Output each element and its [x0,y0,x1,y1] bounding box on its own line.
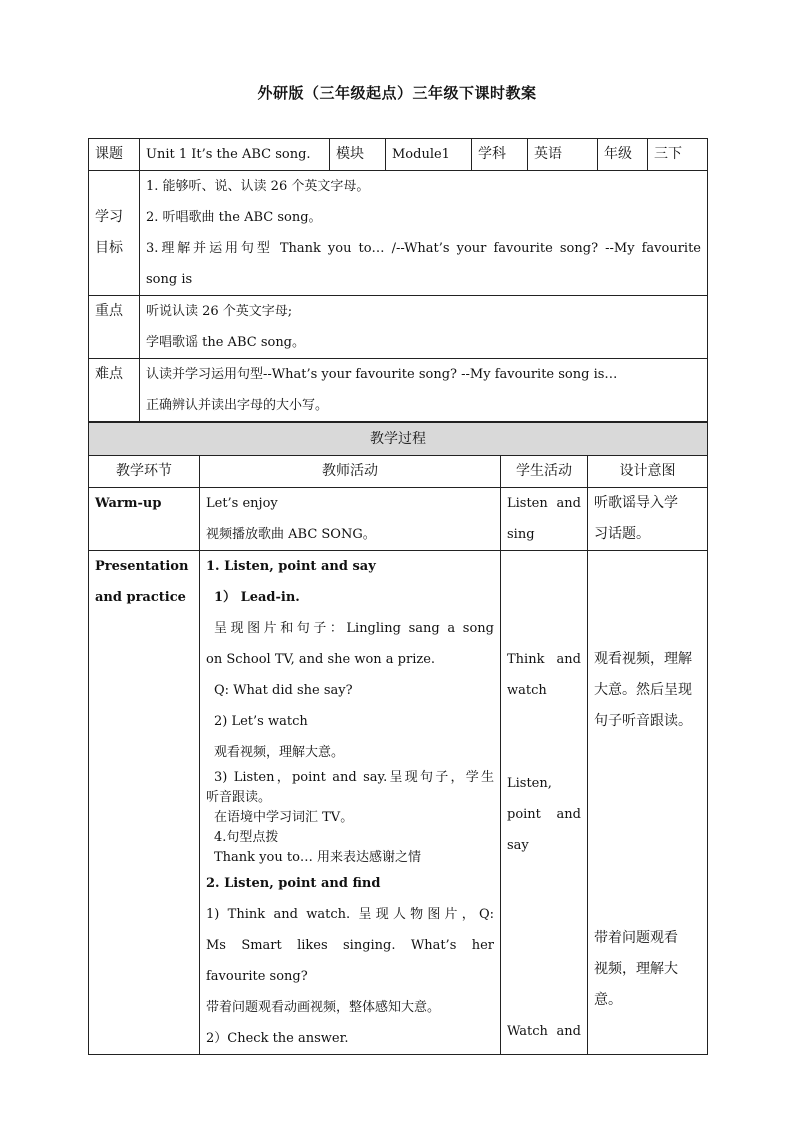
teaching-process-table [88,422,708,1055]
warmup-intent-1: 听歌谣导入学 [594,495,678,511]
presentation-teacher [200,551,501,1055]
warmup-intent [588,488,708,551]
teacher-step-1-1b: on School TV, and she won a prize. [206,652,436,667]
objective-2: 2. 听唱歌曲 the ABC song。 [146,210,322,225]
info-row-objectives [89,171,708,296]
objective-3-cont: song is [146,272,193,287]
page-title: 外研版（三年级起点）三年级下课时教案 [257,84,537,102]
grade-value: 三下 [648,139,708,171]
student-b3: say [507,838,529,853]
student-c1: Watch and [507,1024,581,1039]
info-row-difficult [89,359,708,422]
objectives-label-1: 学习 [95,209,123,225]
student-b2: point and [507,807,581,822]
teacher-step-1-2a: 观看视频，理解大意。 [214,745,345,760]
presentation-student [501,551,588,1055]
process-band-row [89,423,708,456]
difficult-point-2: 正确辨认并读出字母的大小写。 [146,398,329,413]
intent-a1: 观看视频，理解 [594,651,692,667]
difficult-content [140,359,708,422]
intent-b2: 视频，理解大意。 [594,961,678,1008]
warmup-intent-2: 习话题。 [594,526,650,542]
key-point-2: 学唱歌谣 the ABC song。 [146,335,306,350]
objective-3: 3.理解并运用句型 Thank you to… /--What’s your favourite song? --My favourite [146,241,701,256]
key-point-1: 听说认读 26 个英文字母; [146,304,293,319]
topic-label: 课题 [89,139,140,171]
presentation-stage-2: and practice [95,590,186,605]
difficult-point-1: 认读并学习运用句型--What’s your favourite song? --My favourite song is… [146,367,618,382]
teacher-step-1-4a: Thank you to… 用来表达感谢之情 [214,850,422,865]
intent-b1: 带着问题观看 [594,930,678,946]
objective-1: 1. 能够听、说、认读 26 个英文字母。 [146,179,370,194]
intent-a3: 句子听音跟读。 [594,713,692,729]
teacher-step-1-4: 4.句型点拨 [214,830,279,845]
warmup-teacher-1: Let’s enjoy [206,496,278,511]
teacher-step-1-1c: Q: What did she say? [214,683,353,698]
subject-value: 英语 [528,139,598,171]
teacher-step-2-1c: favourite song? [206,969,308,984]
presentation-stage [89,551,200,1055]
warmup-teacher-2: 视频播放歌曲 ABC SONG。 [206,527,376,542]
key-content [140,296,708,359]
warmup-row [89,488,708,551]
lesson-info-table [88,138,708,422]
teacher-step-1: 1. Listen, point and say [206,559,376,574]
teacher-step-2-2: 2）Check the answer. [206,1031,349,1046]
teacher-step-1-2: 2) Let’s watch [214,714,308,729]
teacher-step-1-3: 3) Listen，point and say.呈现句子，学生 [214,770,494,785]
teacher-step-1-1a: 呈现图片和句子：Lingling sang a song [214,621,494,636]
presentation-row [89,551,708,1055]
key-label: 重点 [89,296,140,359]
info-row-topic [89,139,708,171]
difficult-label: 难点 [89,359,140,422]
info-row-key [89,296,708,359]
teacher-step-2-1b: Ms Smart likes singing. What’s her [206,938,494,953]
header-teacher: 教师活动 [200,456,501,488]
warmup-teacher [200,488,501,551]
process-header-row [89,456,708,488]
warmup-stage: Warm-up [89,488,200,551]
warmup-student-2: sing [507,527,535,542]
teacher-step-2: 2. Listen, point and find [206,876,381,891]
objectives-label-2: 目标 [95,240,123,256]
intent-a2: 大意。然后呈现 [594,682,692,698]
warmup-student-1: Listen and [507,496,581,511]
module-label: 模块 [330,139,386,171]
subject-label: 学科 [472,139,528,171]
presentation-stage-1: Presentation [95,559,189,574]
presentation-intent [588,551,708,1055]
teacher-step-2-1d: 带着问题观看动画视频，整体感知大意。 [206,1000,441,1015]
objectives-content [140,171,708,296]
warmup-student [501,488,588,551]
teacher-step-2-1: 1) Think and watch. 呈现人物图片，Q: [206,907,494,922]
student-a1: Think and [507,652,581,667]
teacher-step-1-1: 1） Lead-in. [214,590,300,605]
teacher-step-1-3c: 在语境中学习词汇 TV。 [214,810,354,825]
module-value: Module1 [386,139,472,171]
objectives-label [89,171,140,296]
student-a2: watch [507,683,547,698]
header-stage: 教学环节 [89,456,200,488]
grade-label: 年级 [598,139,648,171]
teacher-step-1-3b: 听音跟读。 [206,790,272,805]
topic-value: Unit 1 It’s the ABC song. [140,139,330,171]
header-intent: 设计意图 [588,456,708,488]
process-band: 教学过程 [89,423,708,456]
header-student: 学生活动 [501,456,588,488]
student-b1: Listen, [507,776,552,791]
